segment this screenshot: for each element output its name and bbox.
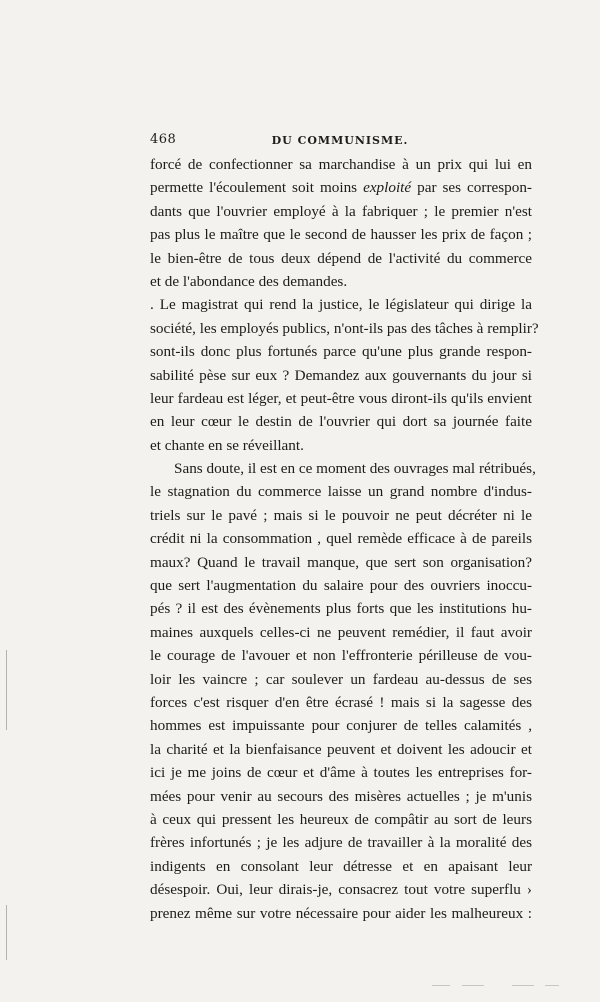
text-line: pas plus le maître que le second de hausser les prix de façon ; [150, 226, 532, 244]
text-line: Sans doute, il est en ce moment des ouvrages mal rétribués, [174, 460, 536, 478]
text-line: hommes est impuissante pour conjurer de telles calamités , [150, 717, 532, 735]
text-line: le courage de l'avouer et non l'effronterie périlleuse de vou- [150, 647, 532, 665]
text-line: loir les vaincre ; car soulever un fardeau au-dessus de ses [150, 670, 532, 688]
text-line: dants que l'ouvrier employé à la fabriquer ; le premier n'est [150, 202, 532, 220]
text-line: et chante en se réveillant. [150, 436, 304, 454]
text-line: indigents en consolant leur détresse et en apaisant leur [150, 857, 532, 875]
text-line: leur fardeau est léger, et peut-être vous diront-ils qu'ils envient [150, 389, 532, 407]
text-line: prenez même sur votre nécessaire pour aider les malheureux : [150, 904, 532, 922]
text-line: ici je me joins de cœur et d'âme à toutes les entreprises for- [150, 764, 532, 782]
text-line: en leur cœur le destin de l'ouvrier qui dort sa journée faite [150, 413, 532, 431]
running-title: DU COMMUNISME. [271, 134, 409, 147]
text-line: sont-ils donc plus fortunés parce qu'une plus grande respon- [150, 343, 532, 361]
scan-dash [512, 985, 534, 986]
italic-word: exploité [363, 179, 412, 197]
text-line: . Le magistrat qui rend la justice, le législateur qui dirige la [150, 296, 532, 314]
text-line: société, les employés publics, n'ont-ils pas des tâches à remplir? [150, 319, 539, 337]
text-line: le bien-être de tous deux dépend de l'activité du commerce [150, 249, 532, 267]
text-line: pés ? il est des évènements plus forts que les institutions hu- [150, 600, 532, 618]
text-line: crédit ni la consommation , quel remède efficace à de pareils [150, 530, 532, 548]
text-line: frères infortunés ; je les adjure de travailler à la moralité des [150, 834, 532, 852]
text-line: sabilité pèse sur eux ? Demandez aux gouvernants du jour si [150, 366, 532, 384]
text-line: la charité et la bienfaisance peuvent et doivent les adoucir et [150, 740, 532, 758]
text-line: et de l'abondance des demandes. [150, 272, 348, 290]
text-line: à ceux qui pressent les heureux de compâtir au sort de leurs [150, 810, 532, 828]
text-line: forces c'est risquer d'en être écrasé ! mais si la sagesse des [150, 693, 532, 711]
text-line: désespoir. Oui, leur dirais-je, consacrez tout votre superflu › [150, 881, 532, 899]
scan-dash [545, 985, 559, 986]
text-line: mées pour venir au secours des misères actuelles ; je m'unis [150, 787, 532, 805]
page-number: 468 [150, 132, 177, 147]
text-line [150, 176, 532, 199]
scan-dash [462, 985, 484, 986]
page-header [150, 132, 532, 148]
text-segment: par ses correspon- [411, 179, 532, 197]
text-line: maux? Quand le travail manque, que sert son organisation? [150, 553, 532, 571]
text-line: maines auxquels celles-ci ne peuvent remédier, il faut avoir [150, 623, 532, 641]
body-text [150, 153, 539, 925]
scan-edge-mark [6, 650, 7, 730]
text-line: forcé de confectionner sa marchandise à un prix qui lui en [150, 156, 532, 173]
text-line: que sert l'augmentation du salaire pour des ouvriers inoccu- [150, 577, 532, 595]
text-line: triels sur le pavé ; mais si le pouvoir ne peut décréter ni le [150, 506, 532, 524]
text-line: le stagnation du commerce laisse un grand nombre d'indus- [150, 483, 532, 501]
scan-dash [432, 985, 450, 986]
scan-edge-mark [6, 905, 7, 960]
text-segment: permette l'écoulement soit moins [150, 179, 364, 197]
